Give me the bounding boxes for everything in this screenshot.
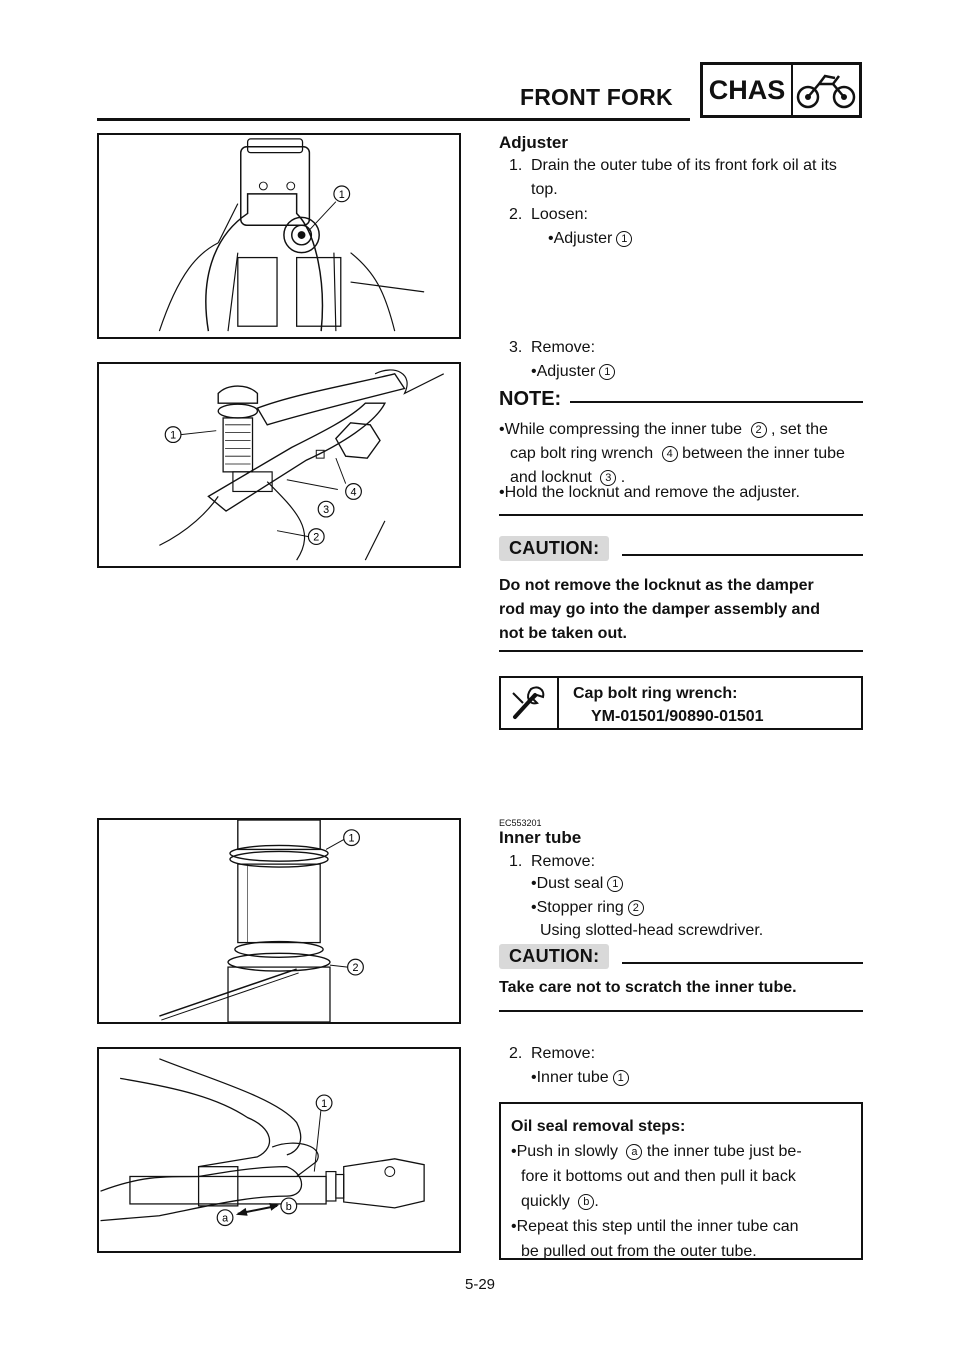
- caution-rule: [622, 962, 863, 964]
- note-rule: [570, 401, 863, 403]
- note-heading: NOTE:: [499, 388, 562, 410]
- steps-heading: Oil seal removal steps:: [511, 1118, 686, 1135]
- callout-a: a: [222, 1212, 229, 1225]
- steps-line: •Push in slowly a the inner tube just be-: [511, 1143, 802, 1160]
- callout-3: 3: [323, 504, 330, 517]
- steps-line: •Repeat this step until the inner tube can: [511, 1218, 799, 1235]
- step-number: 1.: [509, 157, 523, 174]
- inner-tube-heading: Inner tube: [499, 828, 582, 847]
- wrench-icon: [501, 678, 559, 728]
- list-item: •Adjuster 1: [548, 227, 632, 251]
- list-item: •Adjuster 1: [531, 360, 615, 384]
- note-line: and locknut 3 .: [510, 469, 626, 486]
- figure-inner-tube-seal: [97, 818, 461, 1024]
- callout-2: 2: [352, 962, 359, 975]
- ref-number: 3: [600, 470, 616, 486]
- note-line: cap bolt ring wrench 4 between the inner tube: [510, 445, 845, 462]
- step-label: Remove:: [531, 853, 596, 870]
- callout-2: 2: [313, 531, 320, 544]
- callout-b: b: [285, 1200, 292, 1213]
- header-rule: [97, 118, 690, 121]
- figure-inner-tube-remove: [97, 1047, 461, 1253]
- section-badge: [700, 62, 862, 118]
- list-item: •Inner tube 1: [531, 1066, 629, 1090]
- list-item: •Dust seal 1: [531, 872, 623, 896]
- page-title: FRONT FORK: [520, 84, 673, 110]
- callout-1: 1: [348, 832, 355, 845]
- list-item-note: Using slotted-head screwdriver.: [540, 922, 764, 939]
- step-text: Drain the outer tube of its front fork oil at its: [531, 157, 837, 174]
- step-number: 1.: [509, 853, 523, 870]
- note-line: •While compressing the inner tube 2 , set the: [499, 421, 828, 438]
- figure-adjuster-loosen: [97, 133, 461, 339]
- oil-seal-steps-box: [499, 1102, 863, 1260]
- ref-number: 2: [628, 900, 644, 916]
- ref-number: 1: [599, 364, 615, 380]
- special-tool-box: [499, 676, 863, 730]
- ref-number: 1: [607, 876, 623, 892]
- step-label: Remove:: [531, 1045, 596, 1062]
- ref-number: 4: [662, 446, 678, 462]
- adjuster-heading: Adjuster: [499, 133, 568, 152]
- caution-rule: [622, 554, 863, 556]
- step-label: Loosen:: [531, 206, 588, 223]
- note-line: •Hold the locknut and remove the adjuster.: [499, 484, 800, 501]
- steps-line: quickly b .: [521, 1193, 599, 1210]
- note-end-rule: [499, 514, 863, 516]
- caution-heading: CAUTION:: [499, 536, 609, 561]
- caution-line: Do not remove the locknut as the damper: [499, 577, 814, 594]
- caution-end-rule: [499, 1010, 863, 1012]
- step-text: top.: [531, 181, 558, 198]
- tool-part-number: YM-01501/90890-01501: [591, 708, 764, 725]
- caution-heading: CAUTION:: [499, 944, 609, 969]
- section-code: EC553201: [499, 818, 542, 828]
- callout-1: 1: [338, 188, 345, 201]
- tool-name: Cap bolt ring wrench:: [573, 685, 738, 702]
- ref-number: 2: [751, 422, 767, 438]
- motorcycle-icon: [793, 65, 859, 115]
- step-label: Remove:: [531, 339, 596, 356]
- ref-letter: b: [578, 1194, 594, 1210]
- steps-line: be pulled out from the outer tube.: [521, 1243, 757, 1260]
- caution-line: not be taken out.: [499, 625, 627, 642]
- step-number: 3.: [509, 339, 523, 356]
- caution-end-rule: [499, 650, 863, 652]
- caution-line: Take care not to scratch the inner tube.: [499, 979, 797, 996]
- step-number: 2.: [509, 1045, 523, 1062]
- figure-adjuster-remove: [97, 362, 461, 568]
- section-label: CHAS: [703, 65, 793, 115]
- ref-number: 1: [616, 231, 632, 247]
- steps-line: fore it bottoms out and then pull it back: [521, 1168, 796, 1185]
- ref-number: 1: [613, 1070, 629, 1086]
- callout-4: 4: [350, 486, 357, 499]
- callout-1: 1: [170, 429, 177, 442]
- ref-letter: a: [626, 1144, 642, 1160]
- caution-line: rod may go into the damper assembly and: [499, 601, 820, 618]
- list-item: •Stopper ring 2: [531, 896, 644, 920]
- step-number: 2.: [509, 206, 523, 223]
- callout-1: 1: [321, 1097, 328, 1110]
- page-number: 5-29: [464, 1276, 496, 1293]
